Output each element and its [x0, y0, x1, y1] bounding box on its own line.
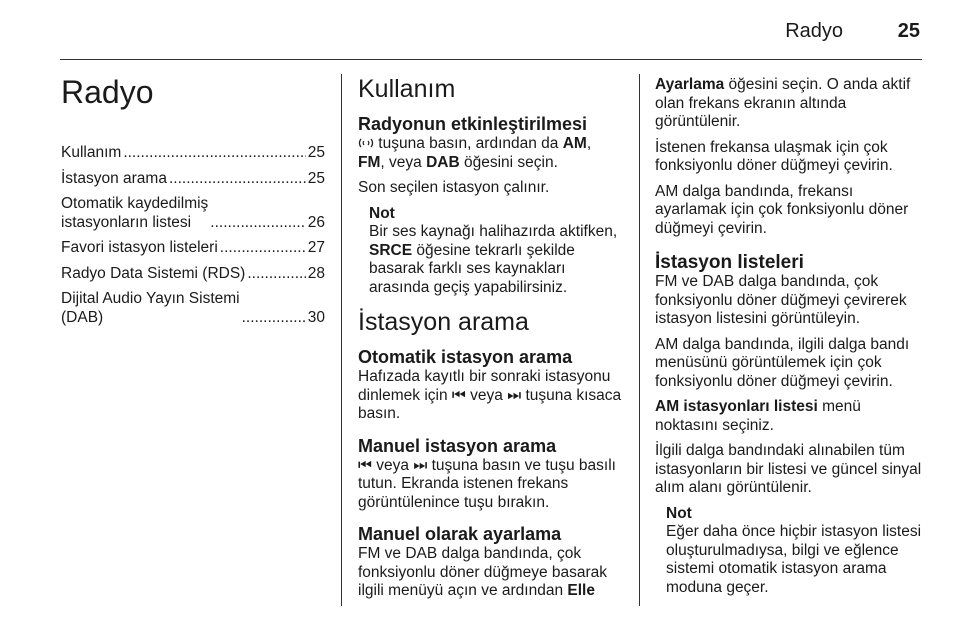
tuning-paragraph-3: AM dalga bandında, frekansı ayarlamak için çok fonksiyonlu döner düğmeyi çevirin.: [655, 182, 909, 237]
toc-label: İstasyon arama: [61, 169, 167, 187]
column-divider-2: [639, 74, 640, 606]
toc-label: Favori istasyon listeleri: [61, 239, 218, 256]
note-label: Not: [666, 504, 692, 522]
content-column-3: [655, 66, 923, 605]
toc-leader: [247, 265, 305, 284]
toc-page: 26: [307, 213, 325, 231]
heading-activate: Radyonun etkinleştirilmesi: [358, 114, 588, 134]
lists-paragraph-1: FM ve DAB dalga bandında, çok fonksiyonlu döner düğmeyi çevirerek istasyon listesini görüntüleyin.: [655, 273, 907, 327]
page-number: 25: [897, 20, 920, 42]
section-title-usage: Kullanım: [358, 75, 456, 103]
toc-page: 30: [307, 308, 325, 326]
lists-paragraph-3: AM istasyonları listesi menü noktasını seçiniz.: [655, 398, 861, 434]
header-divider: [60, 59, 922, 60]
section-title-search: İstasyon arama: [358, 308, 529, 336]
toc-leader: [242, 309, 306, 328]
toc-item[interactable]: [61, 290, 325, 327]
table-of-contents: [61, 144, 325, 327]
toc-leader: [210, 214, 305, 233]
toc-page: 25: [307, 144, 325, 161]
toc-item[interactable]: [61, 239, 325, 258]
heading-manual-search: Manuel istasyon arama: [358, 435, 557, 456]
lists-paragraph-2: AM dalga bandında, ilgili dalga bandı menüsünü görüntülemek için çok fonksiyonlu döner düğmeyi çevirin.: [655, 335, 910, 390]
seek-back-icon: ⏮: [451, 386, 466, 404]
manual-tuning-paragraph: FM ve DAB dalga bandında, çok fonksiyonlu döner düğmeye basarak ilgili menüyü açın ve ardından Elle: [358, 545, 608, 599]
toc-label: Radyo Data Sistemi (RDS): [61, 264, 246, 282]
toc-label: Kullanım: [61, 144, 122, 161]
note-text: Eğer daha önce hiçbir istasyon listesi oluşturulmadıysa, bilgi ve eğlence sistemi otomatik istasyon arama moduna geçer.: [666, 523, 922, 596]
toc-item[interactable]: [61, 195, 325, 232]
header-title: Radyo: [785, 20, 843, 42]
note-label: Not: [369, 204, 395, 222]
manual-search-paragraph: ⏮ veya ⏭ tuşuna basın ve tuşu basılı tutun. Ekranda istenen frekans görüntülenince tuşu bırakın.: [358, 456, 616, 511]
lists-paragraph-4: İlgili dalga bandındaki alınabilen tüm istasyonların bir listesi ve güncel sinyal alım alanı görüntülenir.: [655, 442, 922, 496]
heading-manual-tuning: Manuel olarak ayarlama: [358, 524, 562, 544]
content-column-2: [358, 66, 623, 608]
heading-auto-search: Otomatik istasyon arama: [358, 347, 573, 367]
toc-item[interactable]: [61, 265, 325, 284]
toc-leader: [220, 239, 306, 258]
seek-forward-icon: ⏭: [413, 456, 428, 474]
activate-paragraph: tuşuna basın, ardından da AM, FM, veya DAB öğesini seçin.: [358, 135, 592, 171]
seek-back-icon: ⏮: [358, 456, 372, 474]
page-header: [0, 0, 960, 60]
column-divider-1: [341, 74, 342, 606]
note-box: [666, 505, 923, 598]
toc-item[interactable]: [61, 144, 325, 163]
seek-forward-icon: ⏭: [507, 386, 522, 404]
activate-paragraph-2: Son seçilen istasyon çalınır.: [358, 179, 550, 196]
radio-icon: [358, 136, 374, 150]
toc-leader: [169, 170, 306, 189]
toc-page: 25: [307, 169, 325, 187]
tuning-paragraph-2: İstenen frekansa ulaşmak için çok fonksiyonlu döner düğmeyi çevirin.: [655, 138, 893, 174]
toc-label: Otomatik kaydedilmiş istasyonların listesi: [61, 195, 209, 231]
toc-label: Dijital Audio Yayın Sistemi (DAB): [61, 290, 240, 326]
note-box: [369, 205, 623, 298]
tuning-paragraph-1: Ayarlama öğesini seçin. O anda aktif olan frekans ekranın altında görüntülenir.: [655, 76, 911, 130]
chapter-title: Radyo: [61, 74, 154, 110]
toc-column: [61, 66, 325, 334]
toc-leader: [123, 144, 305, 163]
heading-station-lists: İstasyon listeleri: [655, 252, 804, 273]
auto-search-paragraph: Hafızada kayıtlı bir sonraki istasyonu dinlemek için ⏮ veya ⏭ tuşuna kısaca basın.: [358, 368, 622, 422]
note-text: Bir ses kaynağı halihazırda aktifken, SRCE öğesine tekrarlı şekilde basarak farklı ses kaynakları arasında geçiş yapabilirsiniz.: [369, 223, 618, 296]
toc-item[interactable]: [61, 170, 325, 189]
toc-page: 27: [307, 239, 325, 256]
toc-page: 28: [307, 264, 325, 282]
